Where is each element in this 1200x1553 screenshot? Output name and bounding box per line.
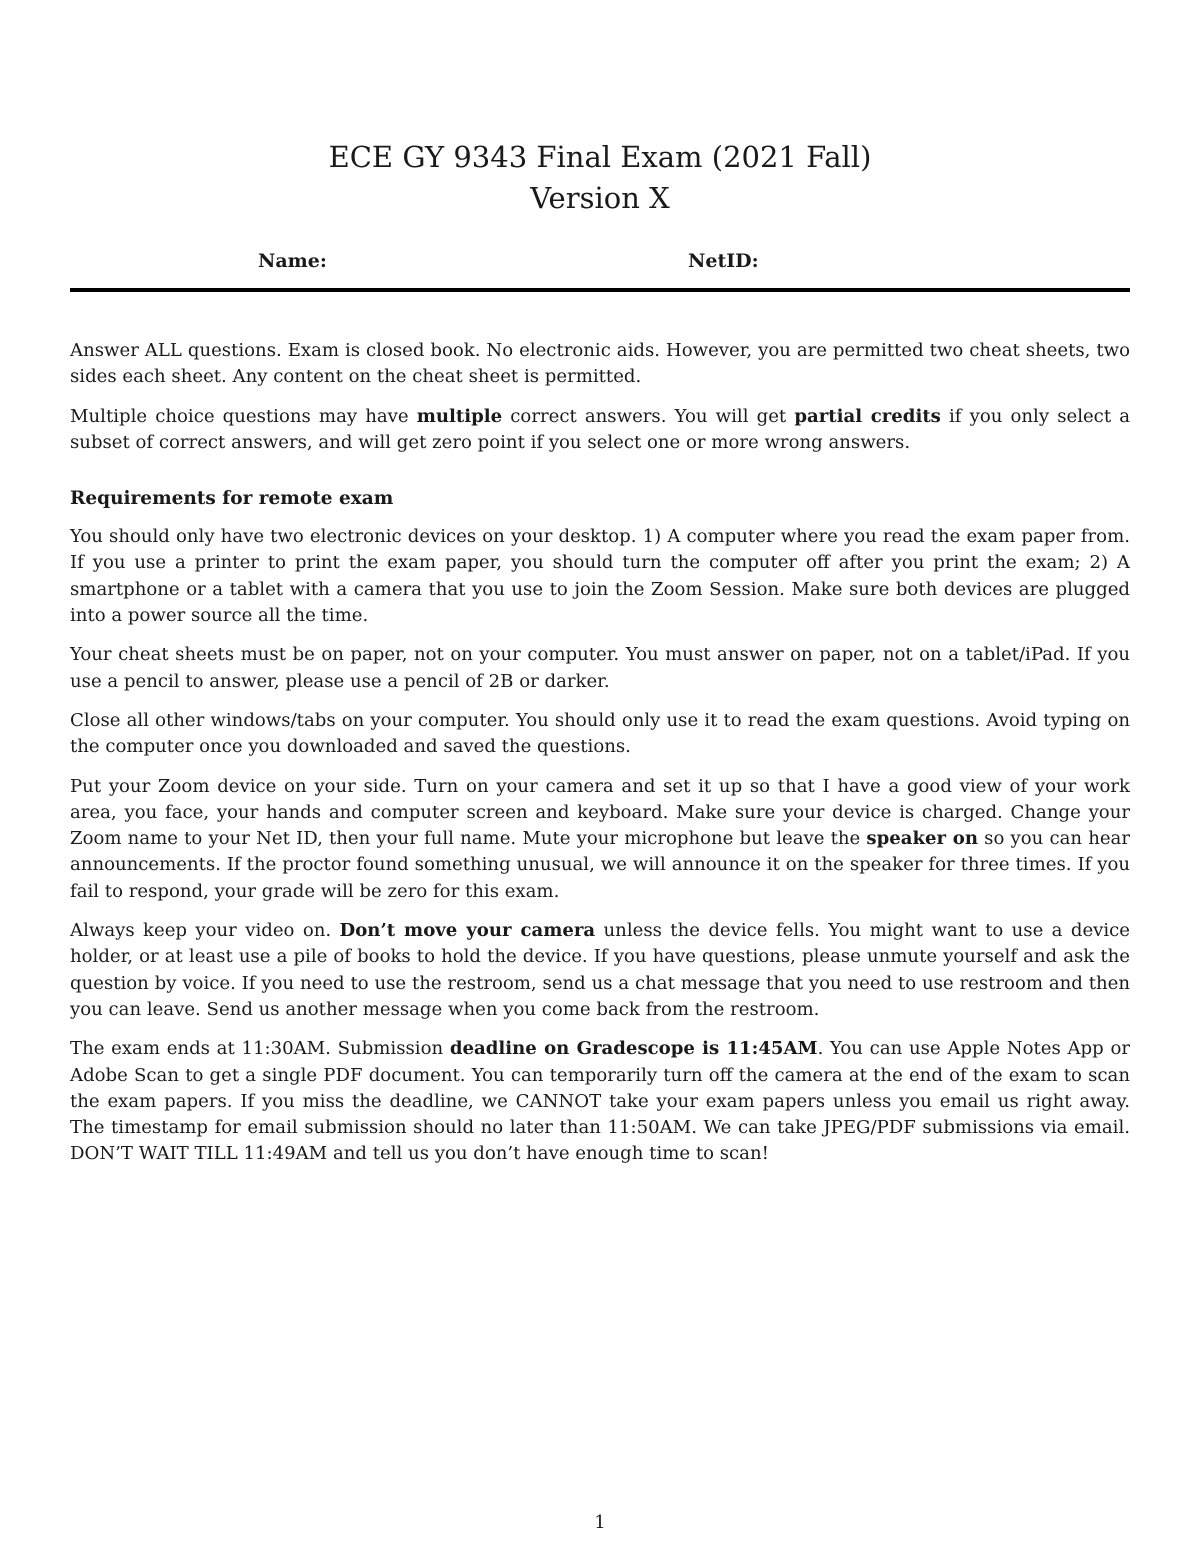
emphasis-dont-move-camera: Don’t move your camera xyxy=(339,920,596,942)
exam-instructions xyxy=(70,338,1130,1181)
emphasis-partial-credits: partial credits xyxy=(794,405,941,427)
instructions-paragraph-1: Answer ALL questions. Exam is closed book. No electronic aids. However, you are permitted two cheat sheets, two sides each sheet. Any content on the cheat sheet is permitted. xyxy=(70,340,1130,388)
name-label: Name: xyxy=(258,250,327,272)
instructions-paragraph-2 xyxy=(70,404,1130,457)
remote-paragraph-3: Close all other windows/tabs on your computer. You should only use it to read the exam questions. Avoid typing on the computer once you downloaded and saved the questions. xyxy=(70,709,1130,758)
remote-paragraph-1: You should only have two electronic devices on your desktop. 1) A computer where you read the exam paper from. If you use a printer to print the exam paper, you should turn the computer off after you print the exam; 2) A smartphone or a tablet with a camera that you use to join the Zoom Session. Make sure both devices are plugged into a power source all the time. xyxy=(70,526,1130,627)
page-number: 1 xyxy=(594,1512,606,1533)
emphasis-deadline: deadline on Gradescope is 11:45AM xyxy=(449,1038,818,1060)
text-segment: if you only select a subset of correct answers, and will get zero point if you select one or more wrong answers. xyxy=(70,405,1131,453)
remote-paragraph-6 xyxy=(70,1036,1130,1167)
text-segment: so you can hear announcements. If the proctor found something unusual, we will announce it on the speaker for three times. If you fail to respond, your grade will be zero for this exam. xyxy=(70,828,1130,902)
text-segment: Always keep your video on. xyxy=(70,920,340,942)
exam-title: ECE GY 9343 Final Exam (2021 Fall) xyxy=(328,140,872,174)
text-segment: correct answers. You will get xyxy=(502,405,795,427)
text-segment: Multiple choice questions may have xyxy=(70,405,417,427)
exam-version: Version X xyxy=(530,181,670,215)
remote-paragraph-5 xyxy=(70,918,1130,1023)
text-segment: Put your Zoom device on your side. Turn on your camera and set it up so that I have a good view of your work area, you face, your hands and computer screen and keyboard. Make sure your device is charged. Change your Zoom name to your Net ID, then your full name. Mute your microphone but leave the xyxy=(70,775,1130,850)
text-segment: The exam ends at 11:30AM. Submission xyxy=(70,1038,450,1060)
text-segment: unless the device fells. You might want to use a device holder, or at least use a pile of books to hold the device. If you have questions, please unmute yourself and ask the question by voice. If you need to use the restroom, send us a chat message that you need to use restroom and then you can leave. Send us another message when you come back from the restroom. xyxy=(70,920,1131,1020)
text-segment: . You can use Apple Notes App or Adobe Scan to get a single PDF document. You can temporarily turn off the camera at the end of the exam to scan the exam papers. If you miss the deadline, we CANNOT take your exam papers unless you email us right away. The timestamp for email submission should no later than 11:50AM. We can take JPEG/PDF submissions via email. DON’T WAIT TILL 11:49AM and tell us you don’t have enough time to scan! xyxy=(70,1038,1130,1165)
emphasis-multiple: multiple xyxy=(416,405,503,427)
netid-label: NetID: xyxy=(688,250,759,272)
remote-exam-heading: Requirements for remote exam xyxy=(70,488,394,510)
remote-paragraph-4 xyxy=(70,774,1130,905)
emphasis-speaker-on: speaker on xyxy=(866,828,978,850)
remote-paragraph-2: Your cheat sheets must be on paper, not on your computer. You must answer on paper, not on a tablet/iPad. If you use a pencil to answer, please use a pencil of 2B or darker. xyxy=(70,644,1130,692)
header-divider xyxy=(70,288,1130,292)
